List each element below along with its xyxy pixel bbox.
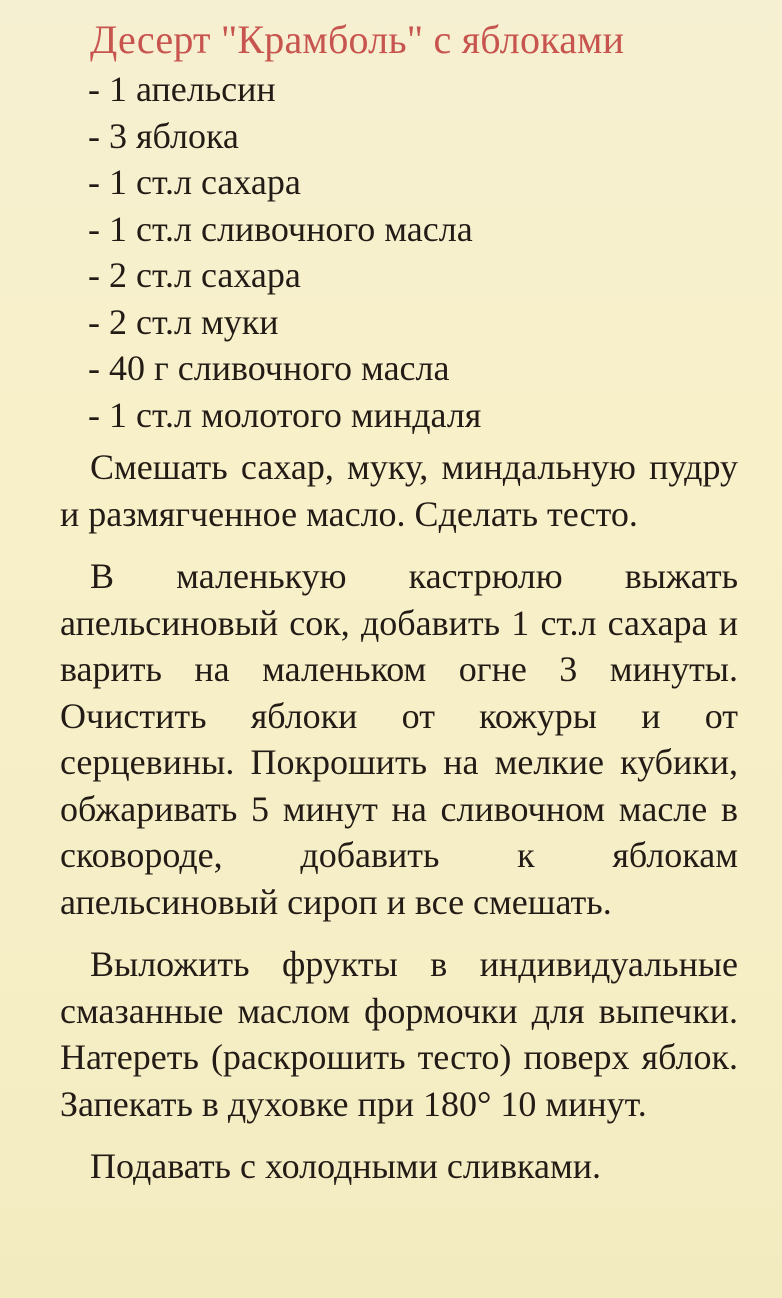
ingredient-item: - 2 ст.л муки [88,299,738,346]
ingredient-item: - 1 апельсин [88,66,738,113]
instructions [60,444,738,1190]
ingredient-item: - 2 ст.л сахара [88,252,738,299]
instruction-paragraph: Подавать с холодными сливками. [90,1146,602,1186]
recipe-title: Десерт "Крамболь" с яблоками [90,17,625,62]
instruction-paragraph: Выложить фрукты в индивидуальные смазанные маслом формочки для выпечки. Натереть (раскрошить тесто) поверх яблок. Запекать в духовке при 180° 10 минут. [60,944,738,1124]
ingredient-item: - 1 ст.л молотого миндаля [88,392,738,439]
ingredient-item: - 1 ст.л сливочного масла [88,206,738,253]
instruction-paragraph: В маленькую кастрюлю выжать апельсиновый сок, добавить 1 ст.л сахара и варить на маленьком огне 3 минуты. Очистить яблоки от кожуры и от серцевины. Покрошить на мелкие кубики, обжаривать 5 минут на сливочном масле в сковороде, добавить к яблокам апельсиновый сироп и все смешать. [60,556,738,922]
ingredient-item: - 3 яблока [88,113,738,160]
ingredient-item: - 40 г сливочного масла [88,345,738,392]
ingredient-item: - 1 ст.л сахара [88,159,738,206]
instruction-paragraph: Смешать сахар, муку, миндальную пудру и размягченное масло. Сделать тесто. [60,447,738,534]
ingredients-list [60,66,738,438]
